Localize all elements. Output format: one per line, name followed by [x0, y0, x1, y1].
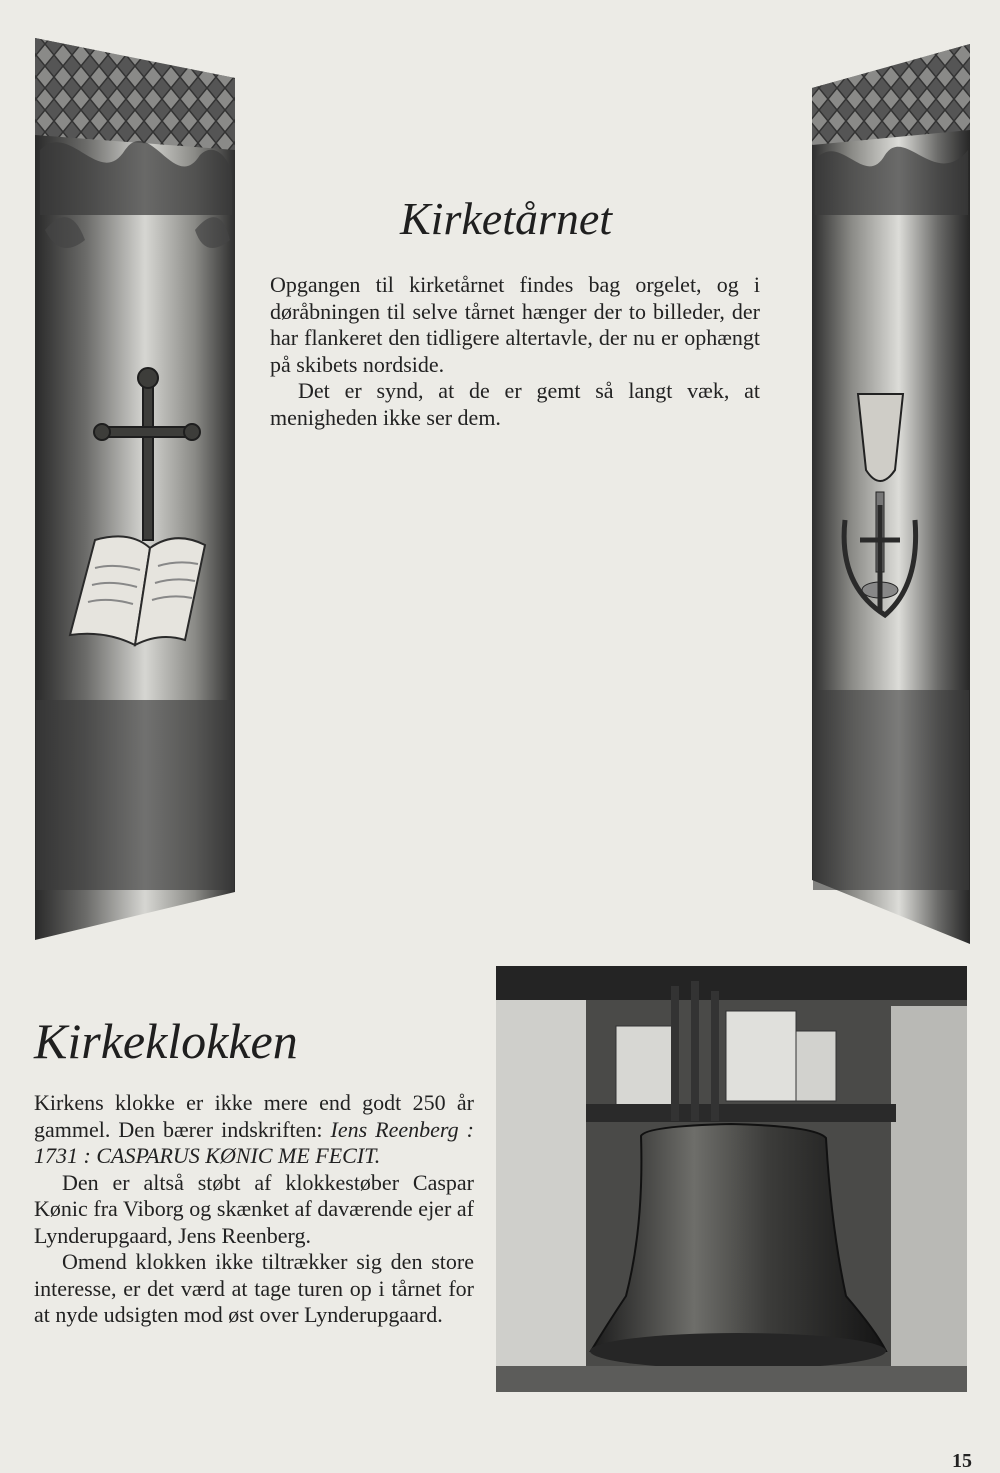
page-number: 15	[952, 1450, 972, 1472]
tower-heading: Kirketårnet	[400, 193, 613, 244]
bell-paragraph-1-intro: Kirkens klokke er ikke mere end godt 250 år gammel. Den bærer indskriften:	[34, 1090, 474, 1142]
bell-paragraph-3: Omend klokken ikke tiltrækker sig den store interesse, er det værd at tage turen op i tårnet for at nyde udsigten mod øst over Lynderupgaard.	[34, 1249, 474, 1327]
tower-paragraph-2: Det er synd, at de er gemt så langt væk, at menigheden ikke ser dem.	[270, 378, 760, 430]
bell-paragraph-1	[34, 1090, 474, 1170]
bell-photo	[496, 966, 967, 1392]
bell-text	[34, 1090, 474, 1329]
tower-text	[270, 272, 760, 431]
tower-paragraph-1: Opgangen til kirketårnet findes bag orgelet, og i døråbningen til selve tårnet hænger der to billeder, der har flankeret den tidligere altertavle, der nu er ophængt på skibets nordside.	[270, 272, 760, 377]
bell-heading: Kirkeklokken	[34, 1013, 298, 1069]
bell-paragraph-2: Den er altså støbt af klokkestøber Caspar Kønic fra Viborg og skænket af daværende ejer af Lynderupgaard, Jens Reenberg.	[34, 1169, 474, 1248]
bell-inscription: Iens Reenberg : 1731 : CASPARUS KØNIC ME FECIT.	[34, 1116, 474, 1168]
